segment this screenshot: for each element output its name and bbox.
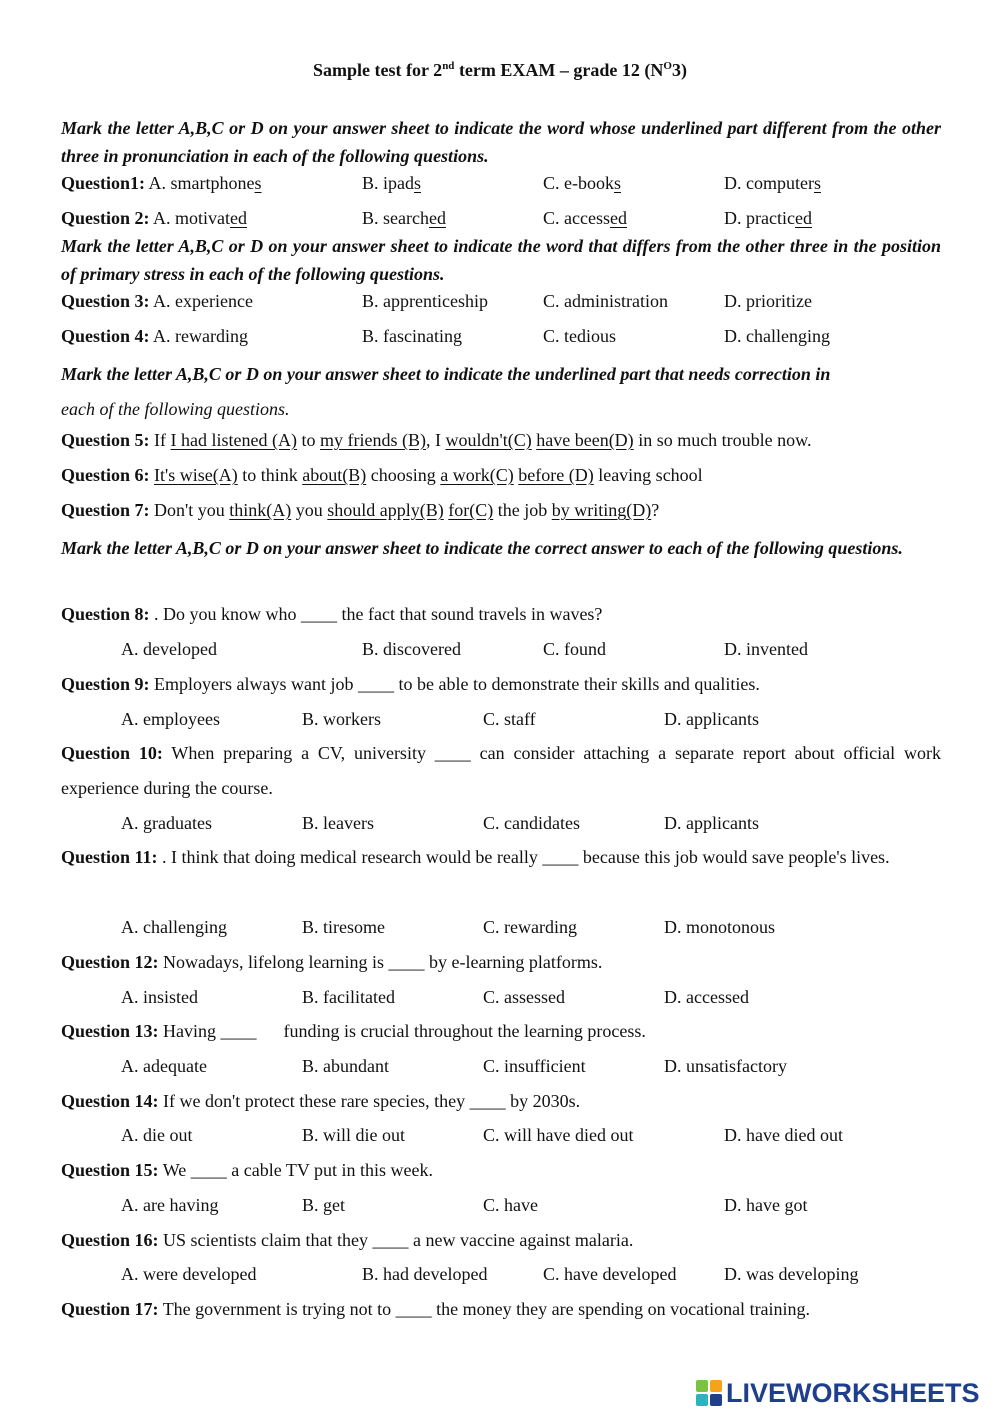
q4-option-b[interactable]: B. fascinating <box>362 326 462 346</box>
instruction-pronunciation: Mark the letter A,B,C or D on your answer sheet to indicate the word whose underlined part different from the other three in pronunciation in each of the following questions. <box>61 118 941 166</box>
question-12: Question 12: Nowadays, lifelong learning is ____ by e-learning platforms. <box>61 952 603 972</box>
q3-option-c[interactable]: C. administration <box>543 291 668 311</box>
question-17: Question 17: The government is trying not to ____ the money they are spending on vocational training. <box>61 1299 811 1319</box>
question-2: Question 2: A. motivated <box>61 208 248 228</box>
question-6: Question 6: It's wise(A) to think about(B) choosing a work(C) before (D) leaving school <box>61 465 703 485</box>
question-14: Question 14: If we don't protect these rare species, they ____ by 2030s. <box>61 1091 581 1111</box>
q9-option-d[interactable]: D. applicants <box>664 709 759 729</box>
question-8: Question 8: . Do you know who ____ the fact that sound travels in waves? <box>61 604 603 624</box>
liveworksheets-logo-icon <box>696 1380 722 1406</box>
question-5: Question 5: If I had listened (A) to my friends (B), I wouldn't(C) have been(D) in so much trouble now. <box>61 430 812 450</box>
q11-option-d[interactable]: D. monotonous <box>664 917 776 937</box>
question-11: Question 11: . I think that doing medical research would be really ____ because this job would save people's lives. <box>61 847 890 867</box>
liveworksheets-logo <box>696 1376 996 1410</box>
question-10: Question 10: When preparing a CV, university ____ can consider attaching a separate report about official work experience during the course. <box>61 743 941 798</box>
q2-option-c[interactable]: C. accessed <box>543 208 627 228</box>
question-7: Question 7: Don't you think(A) you should apply(B) for(C) the job by writing(D)? <box>61 500 660 520</box>
q13-option-d[interactable]: D. unsatisfactory <box>664 1056 787 1076</box>
question-9: Question 9: Employers always want job ____ to be able to demonstrate their skills and qualities. <box>61 674 760 694</box>
q4-option-d[interactable]: D. challenging <box>724 326 830 346</box>
q13-option-a[interactable]: A. adequate <box>121 1056 207 1076</box>
q14-option-c[interactable]: C. will have died out <box>483 1125 634 1145</box>
q8-option-a[interactable]: A. developed <box>121 639 217 659</box>
q12-option-d[interactable]: D. accessed <box>664 987 749 1007</box>
q15-option-b[interactable]: B. get <box>302 1195 345 1215</box>
q9-option-a[interactable]: A. employees <box>121 709 220 729</box>
q16-option-b[interactable]: B. had developed <box>362 1264 488 1284</box>
q8-option-b[interactable]: B. discovered <box>362 639 461 659</box>
q16-option-c[interactable]: C. have developed <box>543 1264 677 1284</box>
page-title: Sample test for 2nd term EXAM – grade 12 $(N^O3)$ <box>313 60 687 80</box>
q12-option-b[interactable]: B. facilitated <box>302 987 395 1007</box>
q10-option-d[interactable]: D. applicants <box>664 813 759 833</box>
q8-option-d[interactable]: D. invented <box>724 639 808 659</box>
q3-option-d[interactable]: D. prioritize <box>724 291 812 311</box>
q9-option-b[interactable]: B. workers <box>302 709 381 729</box>
q2-option-b[interactable]: B. searched <box>362 208 446 228</box>
instruction-correct-answer: Mark the letter A,B,C or D on your answer sheet to indicate the correct answer to each of the following questions. <box>61 538 903 558</box>
q10-option-c[interactable]: C. candidates <box>483 813 580 833</box>
q2-option-d[interactable]: D. practiced <box>724 208 812 228</box>
instruction-correction: Mark the letter A,B,C or D on your answer sheet to indicate the underlined part that needs correction in each of the following questions. <box>61 364 831 419</box>
q16-option-a[interactable]: A. were developed <box>121 1264 257 1284</box>
q1-option-c[interactable]: C. e-books <box>543 173 622 193</box>
q11-option-a[interactable]: A. challenging <box>121 917 227 937</box>
q13-option-c[interactable]: C. insufficient <box>483 1056 586 1076</box>
q11-option-c[interactable]: C. rewarding <box>483 917 577 937</box>
q14-option-d[interactable]: D. have died out <box>724 1125 843 1145</box>
question-13: Question 13: Having ____ funding is crucial throughout the learning process. <box>61 1021 646 1041</box>
question-4: Question 4: A. rewarding <box>61 326 248 346</box>
question-15: Question 15: We ____ a cable TV put in this week. <box>61 1160 434 1180</box>
q14-option-a[interactable]: A. die out <box>121 1125 193 1145</box>
q15-option-c[interactable]: C. have <box>483 1195 538 1215</box>
q16-option-d[interactable]: D. was developing <box>724 1264 859 1284</box>
q14-option-b[interactable]: B. will die out <box>302 1125 405 1145</box>
q1-option-d[interactable]: D. computers <box>724 173 821 193</box>
q15-option-a[interactable]: A. are having <box>121 1195 219 1215</box>
q1-option-b[interactable]: B. ipads <box>362 173 422 193</box>
question-1: Question1: A. smartphones <box>61 173 262 193</box>
q13-option-b[interactable]: B. abundant <box>302 1056 389 1076</box>
question-16: Question 16: US scientists claim that they ____ a new vaccine against malaria. <box>61 1230 634 1250</box>
q3-option-b[interactable]: B. apprenticeship <box>362 291 488 311</box>
question-3: Question 3: A. experience <box>61 291 253 311</box>
q4-option-c[interactable]: C. tedious <box>543 326 617 346</box>
q12-option-a[interactable]: A. insisted <box>121 987 199 1007</box>
q12-option-c[interactable]: C. assessed <box>483 987 565 1007</box>
q10-option-a[interactable]: A. graduates <box>121 813 212 833</box>
instruction-stress: Mark the letter A,B,C or D on your answer sheet to indicate the word that differs from the other three in the position of primary stress in each of the following questions. <box>61 236 941 284</box>
q11-option-b[interactable]: B. tiresome <box>302 917 385 937</box>
q8-option-c[interactable]: C. found <box>543 639 606 659</box>
q9-option-c[interactable]: C. staff <box>483 709 536 729</box>
q10-option-b[interactable]: B. leavers <box>302 813 374 833</box>
q15-option-d[interactable]: D. have got <box>724 1195 808 1215</box>
liveworksheets-logo-text: LIVEWORKSHEETS <box>726 1377 980 1408</box>
